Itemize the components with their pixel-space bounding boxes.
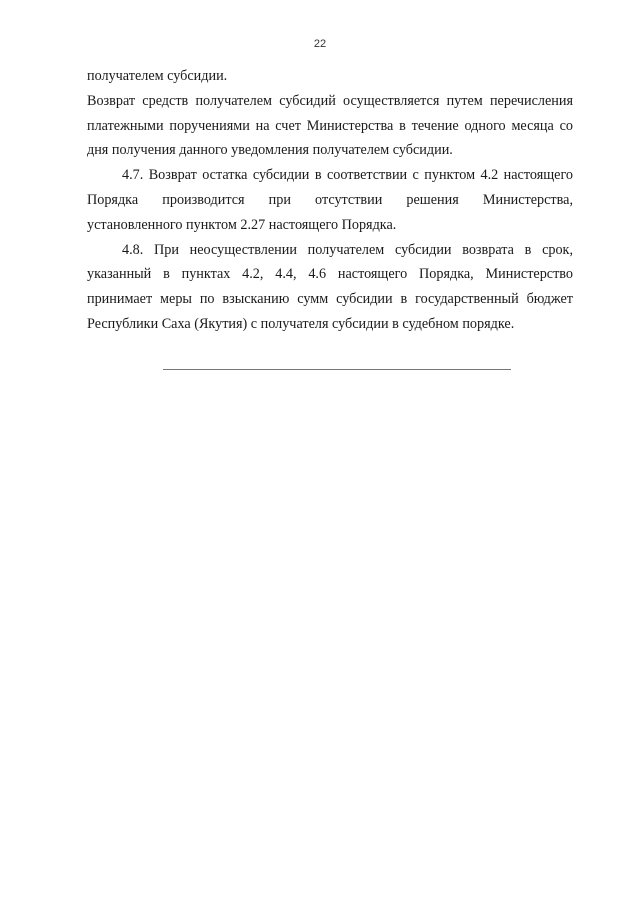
paragraph-line: установленного пунктом 2.27 настоящего Порядка. [87, 216, 397, 233]
paragraph-line: 4.7. Возврат остатка субсидии в соответствии с пунктом 4.2 настоящего [122, 167, 573, 184]
paragraph-line: дня получения данного уведомления получателем субсидии. [87, 142, 453, 159]
paragraph-line: принимает меры по взысканию сумм субсидии в государственный бюджет [87, 291, 573, 308]
end-separator-line [163, 369, 511, 370]
paragraph-line: Республики Саха (Якутия) с получателя субсидии в судебном порядке. [87, 315, 515, 332]
paragraph-line: платежными поручениями на счет Министерства в течение одного месяца со [87, 117, 573, 134]
paragraph-line: получателем субсидии. [87, 68, 228, 84]
paragraph-line: Порядка производится при отсутствии решения Министерства, [87, 191, 573, 208]
page-number: 22 [313, 38, 327, 50]
paragraph-line: 4.8. При неосуществлении получателем субсидии возврата в срок, [122, 241, 573, 258]
paragraph-line: Возврат средств получателем субсидий осуществляется путем перечисления [87, 92, 573, 109]
document-body [87, 64, 573, 337]
paragraph-line: указанный в пунктах 4.2, 4.4, 4.6 настоящего Порядка, Министерство [87, 266, 573, 283]
